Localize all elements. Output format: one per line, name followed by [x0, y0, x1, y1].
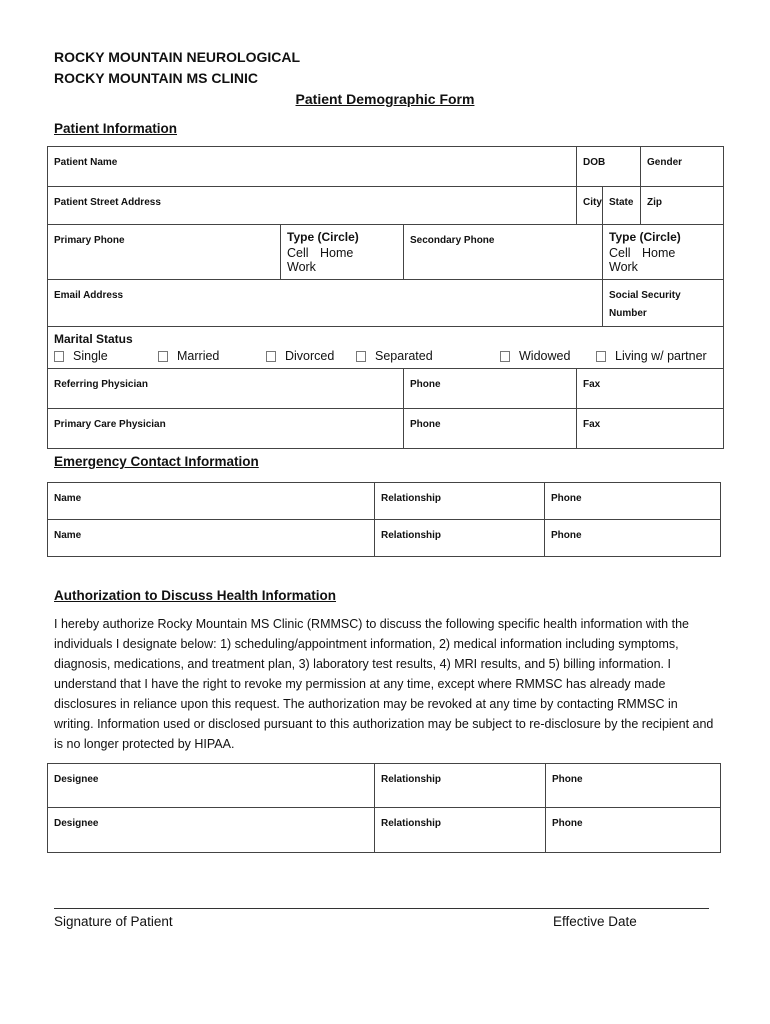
signature-of-patient-label: Signature of Patient — [54, 914, 173, 929]
designee-relationship-field[interactable] — [375, 808, 546, 853]
referring-physician-label: Referring Physician — [54, 379, 148, 390]
marital-separated-option[interactable] — [356, 349, 500, 363]
emergency-name-label: Name — [54, 493, 82, 504]
secondary-phone-type-label: Type (Circle) — [609, 230, 681, 244]
ssn-field[interactable] — [603, 280, 724, 327]
secondary-phone-type-field[interactable] — [603, 225, 724, 280]
clinic-name-line2: ROCKY MOUNTAIN MS CLINIC — [54, 70, 259, 86]
city-field[interactable] — [577, 187, 603, 225]
marital-divorced-label: Divorced — [285, 349, 335, 363]
dob-field[interactable] — [577, 147, 641, 187]
secondary-phone-field[interactable] — [404, 225, 603, 280]
emergency-name-field[interactable] — [48, 483, 375, 520]
dob-label: DOB — [583, 157, 606, 168]
emergency-phone-label: Phone — [551, 493, 582, 504]
designee-table — [47, 763, 721, 853]
street-address-field[interactable] — [48, 187, 577, 225]
emergency-relationship-label: Relationship — [381, 493, 442, 504]
marital-status-field — [48, 327, 724, 369]
referring-physician-field[interactable] — [48, 369, 404, 409]
primary-phone-label: Primary Phone — [54, 235, 125, 246]
checkbox-icon[interactable] — [500, 351, 510, 362]
email-field[interactable] — [48, 280, 603, 327]
emergency-relationship-label: Relationship — [381, 530, 442, 541]
patient-name-label: Patient Name — [54, 157, 118, 168]
primary-phone-type-field[interactable] — [281, 225, 404, 280]
marital-separated-label: Separated — [375, 349, 433, 363]
form-title: Patient Demographic Form — [295, 91, 475, 107]
clinic-name-line1: ROCKY MOUNTAIN NEUROLOGICAL — [54, 49, 301, 65]
primary-care-physician-label: Primary Care Physician — [54, 419, 166, 430]
patient-info-table — [47, 146, 724, 449]
marital-living-partner-option[interactable] — [596, 349, 707, 363]
designee-field[interactable] — [48, 808, 375, 853]
pcp-fax-label: Fax — [583, 419, 601, 430]
zip-field[interactable] — [641, 187, 724, 225]
marital-single-label: Single — [73, 349, 108, 363]
checkbox-icon[interactable] — [596, 351, 606, 362]
pcp-fax-field[interactable] — [577, 409, 724, 449]
marital-status-label: Marital Status — [54, 332, 133, 346]
marital-living-partner-label: Living w/ partner — [615, 349, 707, 363]
zip-label: Zip — [647, 197, 663, 208]
secondary-phone-label: Secondary Phone — [410, 235, 495, 246]
designee-field[interactable] — [48, 764, 375, 808]
authorization-paragraph: I hereby authorize Rocky Mountain MS Clinic (RMMSC) to discuss the following specific health information with the individuals I designate below: 1) scheduling/appointment information, 2) medical information including symptoms, diagnosis, medications, and treatment plan, 3) laboratory test results, 4) MRI results, and 5) billing information. I understand that I have the right to revoke my permission at any time, except where RMMSC has already made disclosures in reliance upon this request. The authorization may be revoked at any time by contacting RMMSC in writing. Information used or disclosed pursuant to this authorization may be subject to re-disclosure by the recipient and is no longer protected by HIPAA. — [54, 617, 714, 751]
checkbox-icon[interactable] — [356, 351, 366, 362]
emergency-phone-label: Phone — [551, 530, 582, 541]
designee-relationship-label: Relationship — [381, 818, 442, 829]
primary-type-home[interactable]: Home — [320, 246, 354, 260]
email-label: Email Address — [54, 290, 124, 301]
checkbox-icon[interactable] — [158, 351, 168, 362]
marital-divorced-option[interactable] — [266, 349, 356, 363]
designee-phone-label: Phone — [552, 774, 583, 785]
checkbox-icon[interactable] — [266, 351, 276, 362]
marital-single-option[interactable] — [54, 349, 158, 363]
marital-married-label: Married — [177, 349, 220, 363]
effective-date-label: Effective Date — [553, 914, 637, 929]
emergency-phone-field[interactable] — [545, 483, 721, 520]
referring-phone-field[interactable] — [404, 369, 577, 409]
designee-relationship-field[interactable] — [375, 764, 546, 808]
authorization-heading: Authorization to Discuss Health Information — [54, 588, 337, 603]
marital-widowed-label: Widowed — [519, 349, 571, 363]
pcp-phone-label: Phone — [410, 419, 441, 430]
checkbox-icon[interactable] — [54, 351, 64, 362]
emergency-contact-table — [47, 482, 721, 557]
state-label: State — [609, 197, 634, 208]
patient-info-heading: Patient Information — [54, 121, 178, 136]
emergency-contact-heading: Emergency Contact Information — [54, 454, 259, 469]
primary-care-physician-field[interactable] — [48, 409, 404, 449]
signature-line[interactable] — [54, 908, 709, 909]
referring-fax-field[interactable] — [577, 369, 724, 409]
marital-married-option[interactable] — [158, 349, 266, 363]
emergency-relationship-field[interactable] — [375, 520, 545, 557]
emergency-name-field[interactable] — [48, 520, 375, 557]
designee-label: Designee — [54, 774, 99, 785]
state-field[interactable] — [603, 187, 641, 225]
emergency-relationship-field[interactable] — [375, 483, 545, 520]
referring-phone-label: Phone — [410, 379, 441, 390]
designee-relationship-label: Relationship — [381, 774, 442, 785]
pcp-phone-field[interactable] — [404, 409, 577, 449]
emergency-name-label: Name — [54, 530, 82, 541]
primary-phone-type-label: Type (Circle) — [287, 230, 359, 244]
emergency-phone-field[interactable] — [545, 520, 721, 557]
primary-phone-field[interactable] — [48, 225, 281, 280]
designee-label: Designee — [54, 818, 99, 829]
designee-phone-field[interactable] — [546, 808, 721, 853]
ssn-label: Social Security Number — [609, 290, 681, 319]
gender-label: Gender — [647, 157, 683, 168]
designee-phone-field[interactable] — [546, 764, 721, 808]
primary-type-work[interactable]: Work — [287, 260, 316, 274]
secondary-type-home[interactable]: Home — [642, 246, 676, 260]
secondary-type-work[interactable]: Work — [609, 260, 638, 274]
gender-field[interactable] — [641, 147, 724, 187]
marital-widowed-option[interactable] — [500, 349, 596, 363]
primary-type-cell[interactable]: Cell — [287, 246, 309, 260]
street-address-label: Patient Street Address — [54, 197, 161, 208]
referring-fax-label: Fax — [583, 379, 601, 390]
patient-name-field[interactable] — [48, 147, 577, 187]
city-label: City — [583, 197, 602, 208]
designee-phone-label: Phone — [552, 818, 583, 829]
secondary-type-cell[interactable]: Cell — [609, 246, 631, 260]
